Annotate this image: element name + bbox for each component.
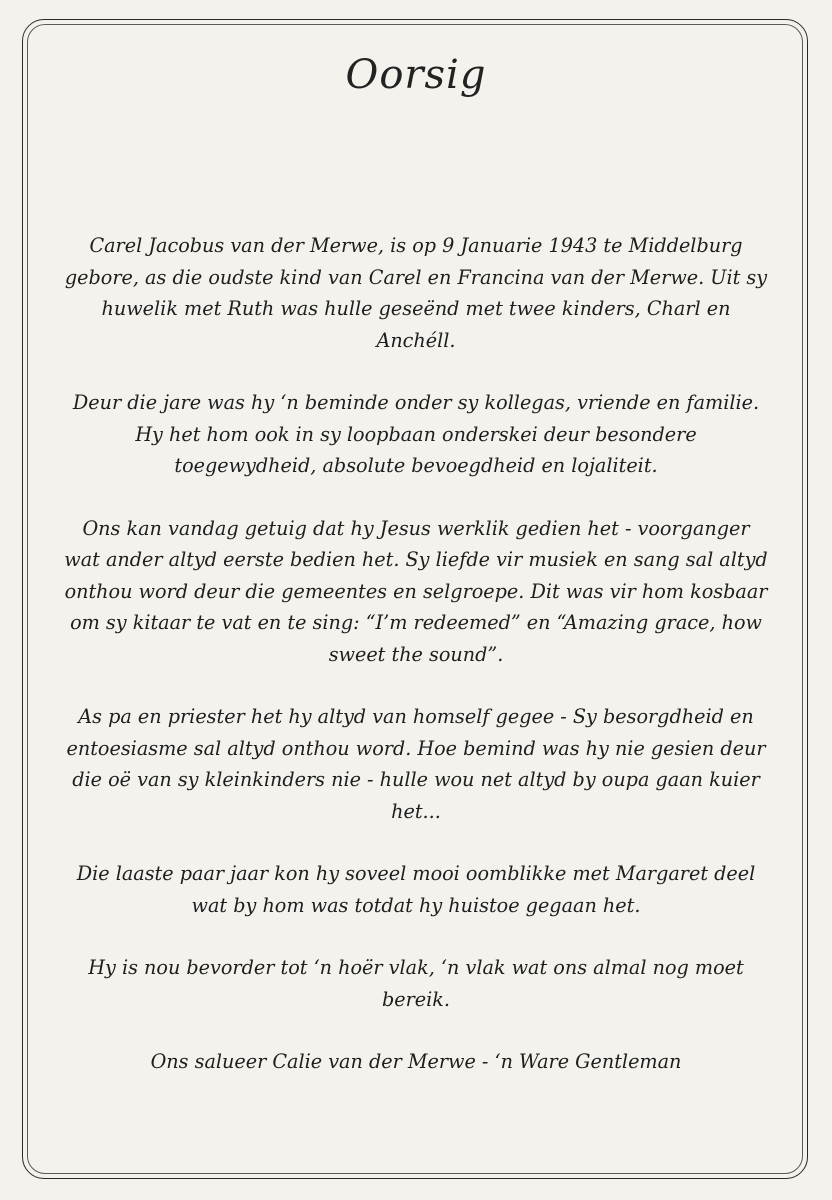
paragraph-intro: Carel Jacobus van der Merwe, is op 9 Januarie 1943 te Middelburg gebore, as die oudste kind van Carel en Francina van der Merwe. Uit sy huwelik met Ruth was hulle geseënd met twee kinders, Charl en Anchéll.: [64, 234, 768, 352]
paragraph-family: As pa en priester het hy altyd van homself gegee - Sy besorgdheid en entoesiasme sal altyd onthou word. Hoe bemind was hy nie gesien deur die oë van sy kleinkinders nie - hulle wou net altyd by oupa gaan kuier het...: [66, 705, 766, 823]
paragraph-promotion: Hy is nou bevorder tot ‘n hoër vlak, ‘n vlak wat ons almal nog moet bereik.: [88, 956, 744, 1011]
paragraph-career: Deur die jare was hy ‘n beminde onder sy kollegas, vriende en familie. Hy het hom ook in sy loopbaan onderskei deur besondere toegewydheid, absolute bevoegdheid en lojaliteit.: [72, 391, 760, 477]
body-text: [62, 230, 770, 1109]
page-title: Oorsig: [345, 52, 487, 98]
paragraph-faith: Ons kan vandag getuig dat hy Jesus werklik gedien het - voorganger wat ander altyd eerste bedien het. Sy liefde vir musiek en sang sal altyd onthou word deur die gemeentes en selgroepe. Dit was vir hom kosbaar om sy kitaar te vat en te sing: “I’m redeemed” en “Amazing grace, how sweet the sound”.: [64, 516, 768, 666]
paragraph-salute: Ons salueer Calie van der Merwe - ‘n Ware Gentleman: [150, 1050, 682, 1073]
paragraph-final-years: Die laaste paar jaar kon hy soveel mooi oomblikke met Margaret deel wat by hom was totdat hy huistoe gegaan het.: [76, 862, 756, 917]
